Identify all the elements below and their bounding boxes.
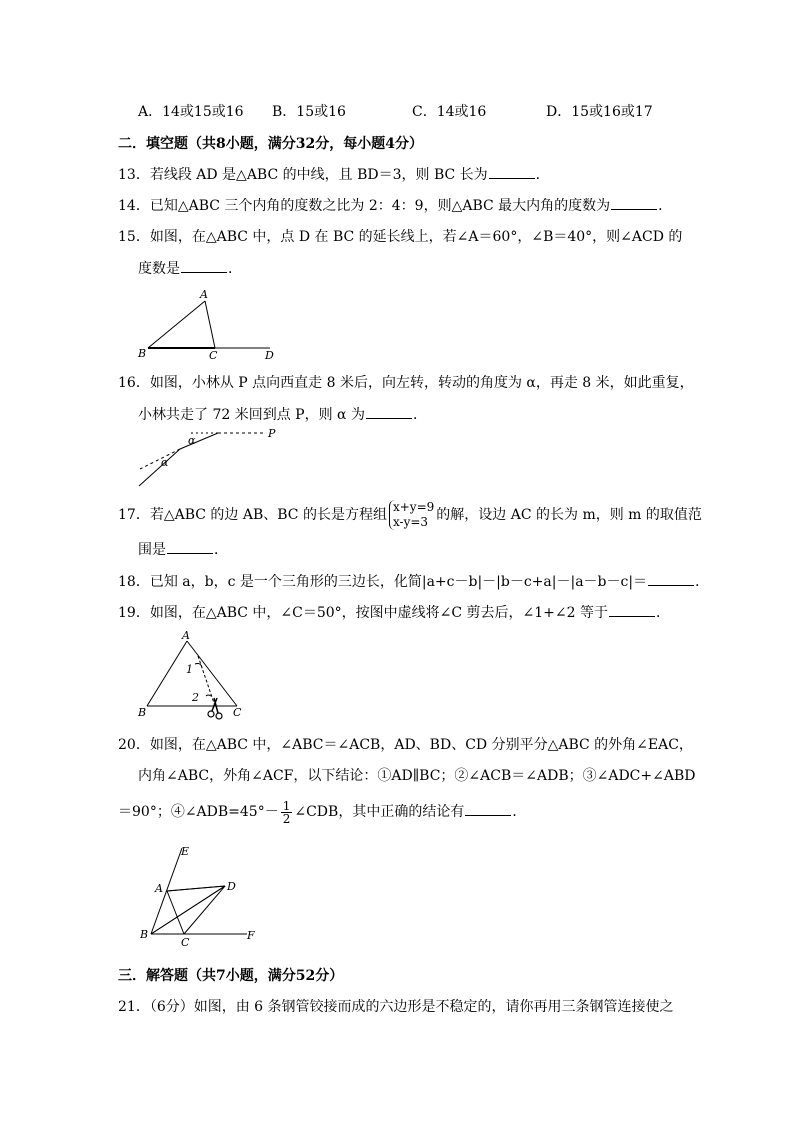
q14-end: ．	[658, 198, 673, 214]
figure-19-triangle	[135, 630, 255, 725]
q13-end: ．	[535, 167, 550, 183]
option-c: C．14或16	[412, 104, 487, 120]
fraction-one-half	[281, 800, 293, 825]
q17-end: ．	[214, 542, 228, 558]
label-d: D	[265, 349, 274, 362]
question-17-line2	[138, 539, 228, 560]
label-b: B	[138, 706, 147, 719]
fraction-denominator: 2	[282, 811, 291, 826]
q18-text: 18．已知 a，b，c 是一个三角形的三边长，化简|a+c－b|－|b－c+a|－|a－b－c|＝	[118, 574, 648, 590]
question-20-line3	[118, 799, 526, 825]
label-a: A	[155, 882, 163, 895]
fraction-numerator: 1	[282, 798, 291, 813]
q15-text: 度数是	[138, 261, 180, 277]
question-20-line2: 内角∠ABC，外角∠ACF，以下结论：①AD∥BC；②∠ACB＝∠ADB；③∠ADC+∠ABD	[138, 768, 696, 784]
figure-16-path	[135, 424, 285, 490]
label-angle-1: 1	[186, 663, 193, 676]
equation-2: x-y=3	[392, 515, 429, 529]
q19-end: ．	[656, 605, 671, 621]
label-c: C	[209, 349, 218, 362]
figure-20-triangle	[135, 840, 265, 950]
answer-blank	[648, 571, 694, 586]
label-angle-2: 2	[192, 691, 199, 704]
scissors-icon	[208, 698, 222, 719]
option-b: B．15或16	[272, 104, 346, 120]
label-b: B	[138, 347, 147, 360]
section3-title: 三．解答题（共7小题，满分52分）	[118, 968, 344, 984]
question-15-line2	[138, 258, 242, 279]
label-f: F	[247, 929, 255, 942]
label-p: P	[268, 427, 276, 440]
label-alpha-1: α	[188, 434, 196, 447]
q20-end: ．	[512, 804, 527, 820]
q16-end: ．	[412, 407, 427, 423]
question-16-line1: 16．如图，小林从 P 点向西直走 8 米后，向左转，转动的角度为 α，再走 8 米，如此重复，	[118, 375, 694, 391]
equation-1: x+y=9	[392, 500, 435, 514]
question-18	[118, 571, 709, 592]
q17-text: 17．若△ABC 的边 AB、BC 的长是方程组	[118, 507, 387, 523]
label-d: D	[227, 880, 236, 893]
question-17-line1	[118, 500, 702, 530]
q17-text-end: 的解，设边 AC 的长为 m，则 m 的取值范	[436, 507, 702, 523]
question-21: 21．（6分）如图，由 6 条钢管铰接而成的六边形是不稳定的，请你再用三条钢管连接使之	[118, 999, 674, 1015]
section2-title: 二．填空题（共8小题，满分32分，每小题4分）	[118, 136, 423, 152]
q19-text: 19．如图，在△ABC 中，∠C＝50°，按图中虚线将∠C 剪去后，∠1+∠2 等于	[118, 605, 609, 621]
answer-blank	[167, 539, 213, 554]
label-a: A	[182, 630, 190, 642]
question-15-line1: 15．如图，在△ABC 中，点 D 在 BC 的延长线上，若∠A＝60°，∠B＝40°，则∠ACD 的	[118, 229, 683, 245]
label-e: E	[181, 845, 190, 858]
option-d: D．15或16或17	[546, 104, 653, 120]
label-a: A	[200, 288, 208, 301]
answer-blank	[489, 164, 535, 179]
answer-blank	[181, 258, 227, 273]
label-alpha-2: α	[161, 456, 169, 469]
option-a: A．14或15或16	[138, 104, 244, 120]
answer-blank	[609, 602, 655, 617]
q20-line3-text: ＝90°；④∠ADB=45°－	[118, 804, 279, 820]
answer-blank	[611, 195, 657, 210]
answer-blank	[465, 801, 511, 816]
q20-line3-mid: ∠CDB，其中正确的结论有	[294, 804, 465, 820]
q13-text: 13．若线段 AD 是△ABC 的中线，且 BD＝3，则 BC 长为	[118, 167, 488, 183]
q16-text: 小林共走了 72 米回到点 P，则 α 为	[138, 407, 365, 423]
label-b: B	[140, 928, 149, 941]
answer-blank	[366, 404, 412, 419]
q17-line2-text: 围是	[138, 542, 166, 558]
question-20-line1: 20．如图，在△ABC 中，∠ABC＝∠ACB，AD、BD、CD 分别平分△ABC 的外角∠EAC，	[118, 737, 693, 753]
question-19	[118, 602, 670, 623]
q18-end: ．	[695, 574, 710, 590]
label-c: C	[233, 706, 242, 719]
label-c: C	[181, 936, 190, 949]
figure-15-triangle	[135, 285, 285, 365]
q15-end: ．	[228, 261, 242, 277]
question-16-line2	[138, 404, 427, 425]
question-14	[118, 195, 672, 216]
equation-system	[389, 500, 434, 530]
q14-text: 14．已知△ABC 三个内角的度数之比为 2：4：9，则△ABC 最大内角的度数为	[118, 198, 611, 214]
question-13	[118, 164, 550, 185]
